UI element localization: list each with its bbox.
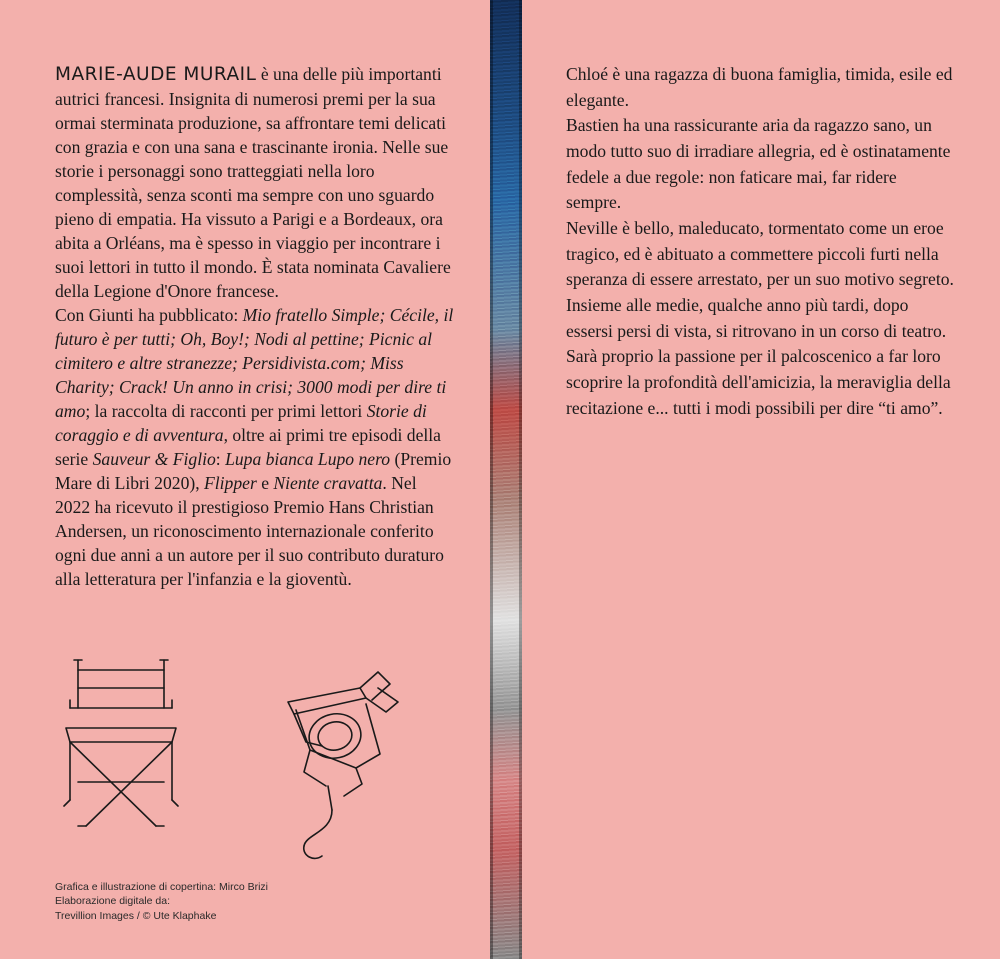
bio-connector-3: :	[215, 449, 226, 470]
published-lead: Con Giunti ha pubblicato:	[55, 305, 243, 326]
bio-connector-2: , oltre ai primi tre episodi della serie	[55, 425, 441, 470]
spine-left-edge	[490, 0, 493, 959]
title-list-4: Lupa bianca Lupo nero	[225, 449, 391, 470]
flap-blurb	[566, 62, 956, 421]
title-list-1: Mio fratello Simple; Cécile, il futuro è per tutti; Oh, Boy!; Nodi al pettine; Picnic al cimitero e altre stranezze; Persidivista.com; Miss Charity; Crack! Un anno in crisi; 3000 modi per dire ti amo	[55, 305, 454, 422]
blurb-paragraph-3: Neville è bello, maleducato, tormentato come un eroe tragico, ed è abituato a commettere piccoli furti nella speranza di essere arrestato, per un suo motivo segreto.	[566, 218, 954, 290]
title-list-6: Niente cravatta	[273, 473, 383, 494]
author-name: MARIE-AUDE MURAIL	[55, 64, 257, 85]
bio-text-3: . Nel 2022 ha ricevuto il prestigioso Premio Hans Christian Andersen, un riconoscimento internazionale conferito ogni due anni a un autore per il suo contributo duraturo alla letteratura per l'infanzia e la gioventù.	[55, 473, 444, 590]
credit-line-2: Elaborazione digitale da:	[55, 895, 170, 908]
title-list-2: Storie di coraggio e di avventura	[55, 401, 427, 446]
bio-connector-1: ; la raccolta di racconti per primi lettori	[85, 401, 367, 422]
blurb-paragraph-5: Sarà proprio la passione per il palcoscenico a far loro scoprire la profondità dell'amicizia, la meraviglia della recitazione e... tutti i modi possibili per dire “ti amo”.	[566, 346, 951, 418]
blurb-paragraph-1: Chloé è una ragazza di buona famiglia, timida, esile ed elegante.	[566, 64, 953, 110]
spine-stripe-texture	[490, 0, 522, 959]
bio-connector-4: (Premio Mare di Libri 2020),	[55, 449, 452, 494]
cover-credits	[55, 880, 385, 923]
spine-right-edge	[519, 0, 522, 959]
book-spine	[490, 0, 522, 959]
credit-line-3: Trevillion Images / © Ute Klaphake	[55, 909, 217, 922]
stage-light-icon	[288, 672, 398, 858]
credit-line-1: Grafica e illustrazione di copertina: Mirco Brizi	[55, 881, 268, 893]
director-chair-icon	[64, 660, 178, 826]
title-list-3: Sauveur & Figlio	[92, 449, 216, 470]
bio-connector-5: e	[256, 473, 274, 494]
blurb-paragraph-4: Insieme alle medie, qualche anno più tardi, dopo essersi persi di vista, si ritrovano in un corso di teatro.	[566, 295, 947, 341]
title-list-5: Flipper	[204, 473, 257, 494]
cover-illustration	[60, 650, 460, 880]
bio-paragraph-2	[55, 303, 455, 591]
author-biography	[55, 62, 455, 591]
blurb-paragraph-2: Bastien ha una rassicurante aria da ragazzo sano, un modo tutto suo di irradiare allegria, ed è ostinatamente fedele a due regole: non faticare mai, far ridere sempre.	[566, 115, 951, 213]
bio-paragraph-1	[55, 62, 455, 303]
bio-text-1: è una delle più importanti autrici francesi. Insignita di numerosi premi per la sua ormai sterminata produzione, sa affrontare temi delicati con grazia e con una sana e trascinante ironia. Nelle sue storie i personaggi sono tratteggiati nella loro complessità, senza sconti ma sempre con uno sguardo pieno di empatia. Ha vissuto a Parigi e a Bordeaux, ora abita a Orléans, ma è spesso in viaggio per incontrare i suoi lettori in tutto il mondo. È stata nominata Cavaliere della Legione d'Onore francese.	[55, 64, 451, 302]
